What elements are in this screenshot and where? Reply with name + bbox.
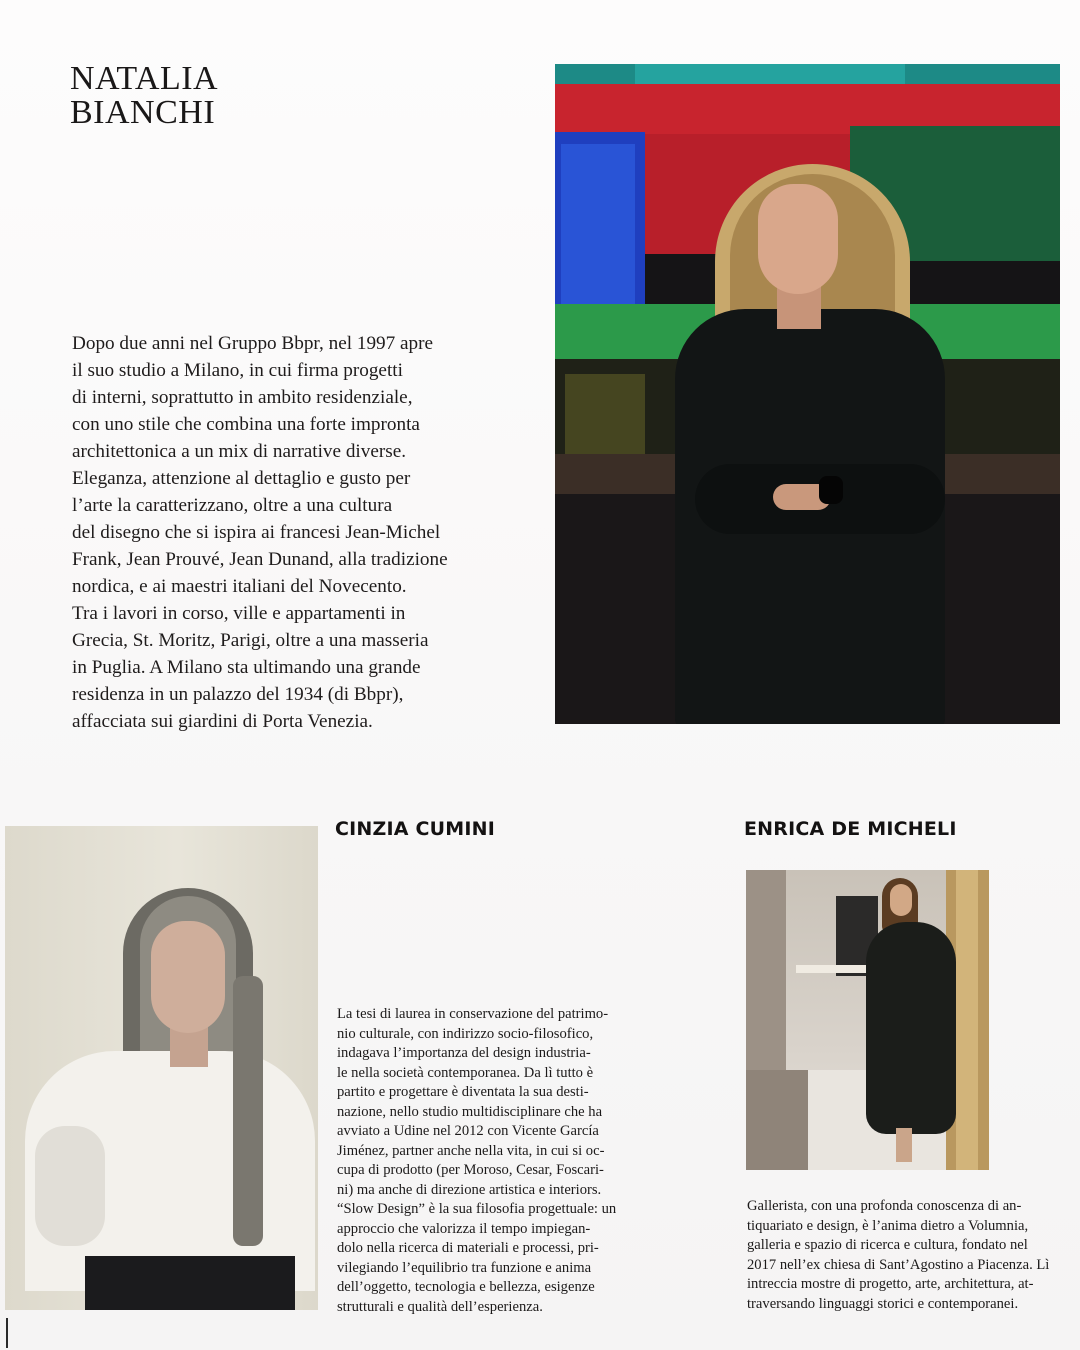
bio-line: con uno stile che combina una forte impronta <box>72 414 420 435</box>
bio-line: galleria e spazio di ricerca e cultura, fondato nel <box>747 1237 1028 1253</box>
bio-line: strutturali e qualità dell’esperienza. <box>337 1298 543 1315</box>
cinzia-cumini-bio <box>337 1005 637 1317</box>
bio-line: Gallerista, con una profonda conoscenza di an- <box>747 1198 1022 1214</box>
bio-line: approccio che valorizza il tempo impiegan- <box>337 1220 591 1237</box>
bio-line: ni) ma anche di direzione artistica e interiors. <box>337 1181 602 1198</box>
bio-line: vilegiando l’equilibrio tra funzione e anima <box>337 1259 592 1276</box>
bio-line: residenza in un palazzo del 1934 (di Bbpr), <box>72 684 404 705</box>
bio-line: indagava l’importanza del design industria- <box>337 1045 591 1061</box>
bio-line: di interni, soprattutto in ambito residenziale, <box>72 387 413 408</box>
bio-line: dolo nella ricerca di materiali e processi, pri- <box>337 1240 599 1256</box>
enrica-de-micheli-bio <box>747 1197 1072 1314</box>
bio-line: del disegno che si ispira ai francesi Jean-Michel <box>72 522 441 543</box>
title-line: BIANCHI <box>70 94 216 131</box>
bio-line: nazione, nello studio multidisciplinare che ha <box>337 1103 603 1120</box>
natalia-bianchi-photo <box>555 64 1060 724</box>
bio-line: “Slow Design” è la sua filosofia progettuale: un <box>337 1201 617 1217</box>
bio-line: le nella società contemporanea. Da lì tutto è <box>337 1064 594 1081</box>
bio-line: nio culturale, con indirizzo socio-filosofico, <box>337 1025 594 1042</box>
bio-line: il suo studio a Milano, in cui firma progetti <box>72 360 403 381</box>
cinzia-cumini-photo <box>5 826 318 1310</box>
bio-line: affacciata sui giardini di Porta Venezia. <box>72 711 373 732</box>
bio-line: Jiménez, partner anche nella vita, in cui si oc- <box>337 1142 605 1159</box>
bio-line: l’arte la caratterizzano, oltre a una cultura <box>72 495 393 516</box>
title-line: NATALIA <box>70 60 219 97</box>
bio-line: 2017 nell’ex chiesa di Sant’Agostino a Piacenza. Lì <box>747 1256 1050 1273</box>
bio-line: intreccia mostre di progetto, arte, architettura, at- <box>747 1276 1034 1292</box>
bio-line: cupa di prodotto (per Moroso, Cesar, Foscari- <box>337 1162 604 1178</box>
bio-line: Tra i lavori in corso, ville e appartamenti in <box>72 603 406 624</box>
enrica-de-micheli-heading: ENRICA DE MICHELI <box>744 818 957 840</box>
bio-line: in Puglia. A Milano sta ultimando una grande <box>72 657 421 678</box>
bio-line: tiquariato e design, è l’anima dietro a Volumnia, <box>747 1217 1029 1234</box>
page-edge-mark <box>6 1318 8 1348</box>
bio-line: nordica, e ai maestri italiani del Novecento. <box>72 576 407 597</box>
bio-line: Grecia, St. Moritz, Parigi, oltre a una masseria <box>72 630 429 651</box>
bio-line: Frank, Jean Prouvé, Jean Dunand, alla tradizione <box>72 549 448 570</box>
bio-line: Eleganza, attenzione al dettaglio e gusto per <box>72 468 411 489</box>
bio-line: traversando linguaggi storici e contemporanei. <box>747 1295 1019 1312</box>
natalia-bianchi-title <box>70 62 218 130</box>
natalia-bianchi-bio <box>72 330 502 735</box>
enrica-de-micheli-photo <box>746 870 989 1170</box>
bio-line: architettonica a un mix di narrative diverse. <box>72 441 407 462</box>
bio-line: avviato a Udine nel 2012 con Vicente García <box>337 1123 599 1139</box>
cinzia-cumini-heading: CINZIA CUMINI <box>335 818 495 840</box>
bio-line: La tesi di laurea in conservazione del patrimo- <box>337 1006 609 1022</box>
bio-line: dell’oggetto, tecnologia e bellezza, esigenze <box>337 1279 595 1295</box>
bio-line: partito e progettare è diventata la sua desti- <box>337 1084 589 1100</box>
bio-line: Dopo due anni nel Gruppo Bbpr, nel 1997 apre <box>72 333 434 354</box>
